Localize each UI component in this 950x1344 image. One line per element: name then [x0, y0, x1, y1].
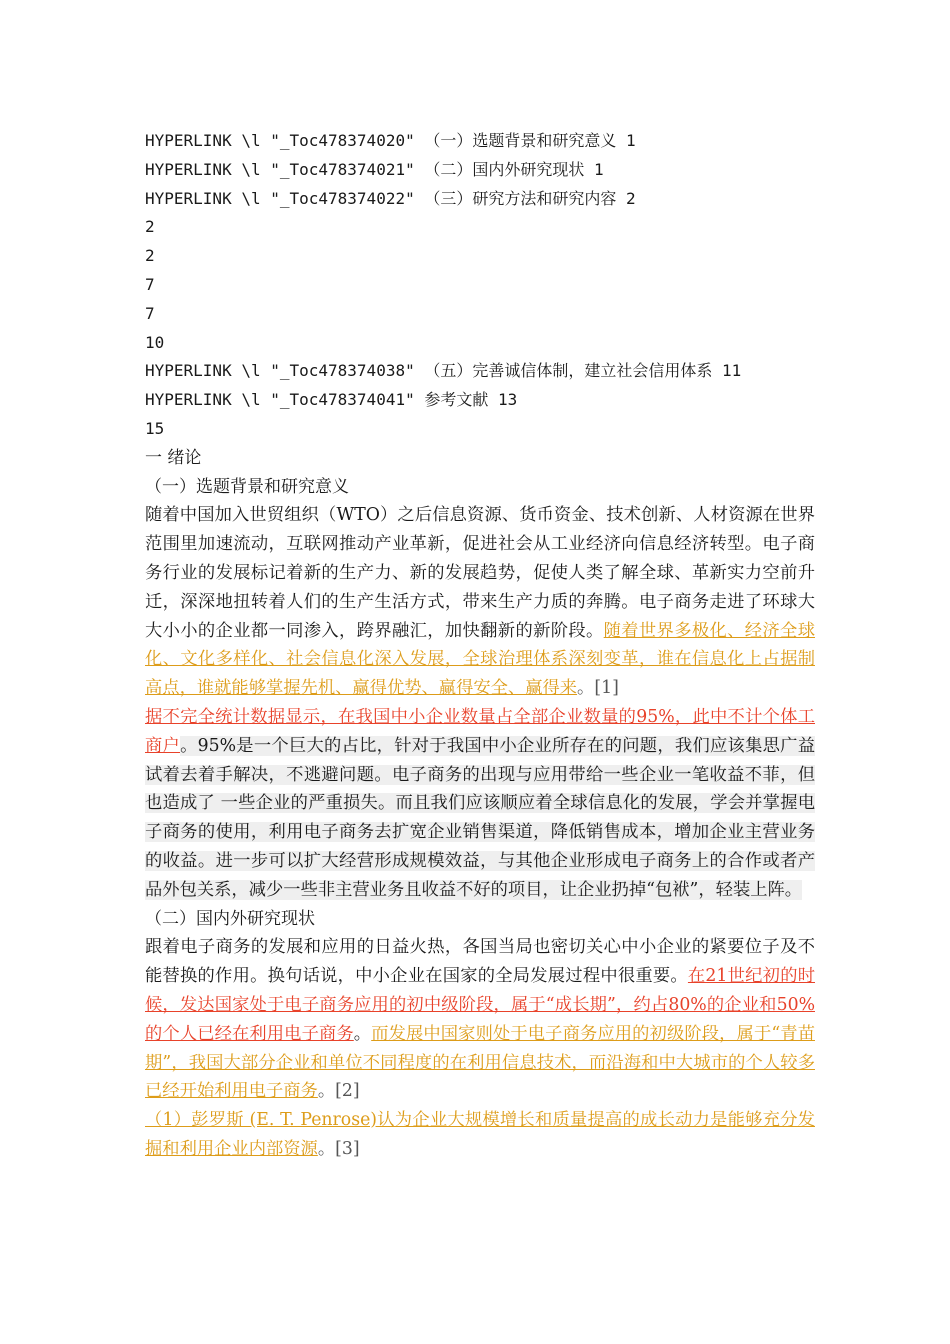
toc-entry[interactable]: HYPERLINK \l "_Toc478374041" 参考文献 13 — [145, 390, 518, 410]
toc-page-number: 15 — [145, 418, 165, 438]
highlighted-citation-text: 随着世界多极化、经济全球化、文化多样化、社会信息化深入发展，全球治理体系深刻变革，谁在信息化上占据制高点，谁就能够掌握先机、赢得优势、赢得安全、赢得来 — [145, 620, 815, 699]
toc-entry[interactable]: HYPERLINK \l "_Toc478374021" （二）国内外研究现状 1 — [145, 159, 604, 179]
highlighted-citation-text: （1）彭罗斯 (E. T. Penrose)认为企业大规模增长和质量提高的成长动力是能够充分发掘和利用企业内部资源 — [145, 1110, 815, 1159]
reference-mark: 。[1] — [577, 678, 619, 699]
highlighted-statistic-text: 据不完全统计数据显示，在我国中小企业数量占全部企业数量的95%，此中不计个体工商户 — [145, 706, 815, 756]
section-title: （一）选题背景和研究意义 — [145, 476, 349, 497]
body-text: 。95%是一个巨大的占比，针对于我国中小企业所存在的问题，我们应该集思广益试着去着手解决，不逃避问题。电子商务的出现与应用带给一些企业一笔收益不菲，但也造成了 一些企业的严重损失。而且我们应该顺应着全球信息化的发展，学会并掌握电子商务的使用，利用电子商务去扩宽企业销售渠道，降低销售成本，增加企业主营业务的收益。进一步可以扩大经营形成规模效益，与其他企业形成电子商务上的合作或者产品外包关系，减少一些非主营业务且收益不好的项目，让企业扔掉“包袱”，轻装上阵。 — [145, 735, 815, 900]
toc-entry[interactable]: HYPERLINK \l "_Toc478374022" （三）研究方法和研究内容 2 — [145, 188, 636, 208]
table-of-contents — [145, 127, 815, 444]
paragraph-penrose — [145, 1106, 815, 1164]
highlighted-citation-text: 而发展中国家则处于电子商务应用的初级阶段，属于“青苗期”，我国大部分企业和单位不同程度的在利用信息技术，而沿海和中大城市的个人较多已经开始利用电子商务 — [145, 1023, 815, 1102]
toc-page-number: 2 — [145, 246, 155, 266]
reference-mark: 。[2] — [317, 1081, 360, 1102]
body-text: 跟着电子商务的发展和应用的日益火热，各国当局也密切关心中小企业的紧要位子及不能替换的作用。换句话说，中小企业在国家的全局发展过程中很重要。 — [145, 937, 815, 987]
paragraph-sme-stats — [145, 703, 815, 905]
body-text: 随着中国加入世贸组织（WTO）之后信息资源、货币资金、技术创新、人材资源在世界范围里加速流动，互联网推动产业革新，促进社会从工业经济向信息经济转型。电子商务行业的发展标记着新的生产力、新的发展趋势，促使人类了解全球、革新实力空前升迁，深深地扭转着人们的生产生活方式，带来生产力质的奔腾。电子商务走进了环球大大小小的企业都一同渗入，跨界融汇，加快翻新的新阶段。 — [145, 505, 815, 641]
toc-page-number: 10 — [145, 332, 165, 352]
toc-page-number: 7 — [145, 303, 155, 323]
toc-page-number: 2 — [145, 217, 155, 237]
toc-entry[interactable]: HYPERLINK \l "_Toc478374038" （五）完善诚信体制，建立社会信用体系 11 — [145, 361, 742, 381]
reference-mark: 。[3] — [317, 1138, 360, 1159]
paragraph-background — [145, 501, 815, 703]
section-title: （二）国内外研究现状 — [145, 908, 315, 929]
toc-entry[interactable]: HYPERLINK \l "_Toc478374020" （一）选题背景和研究意义 1 — [145, 131, 636, 150]
paragraph-research-status — [145, 933, 815, 1106]
document-page — [145, 127, 815, 1164]
chapter-title: 一 绪论 — [145, 447, 202, 468]
highlighted-statistic-text: 在21世纪初的时候，发达国家处于电子商务应用的初中级阶段，属于“成长期”，约占80%的企业和50%的个人已经在利用电子商务 — [145, 966, 815, 1044]
body-text: 。 — [353, 1023, 372, 1044]
toc-page-number: 7 — [145, 274, 155, 294]
